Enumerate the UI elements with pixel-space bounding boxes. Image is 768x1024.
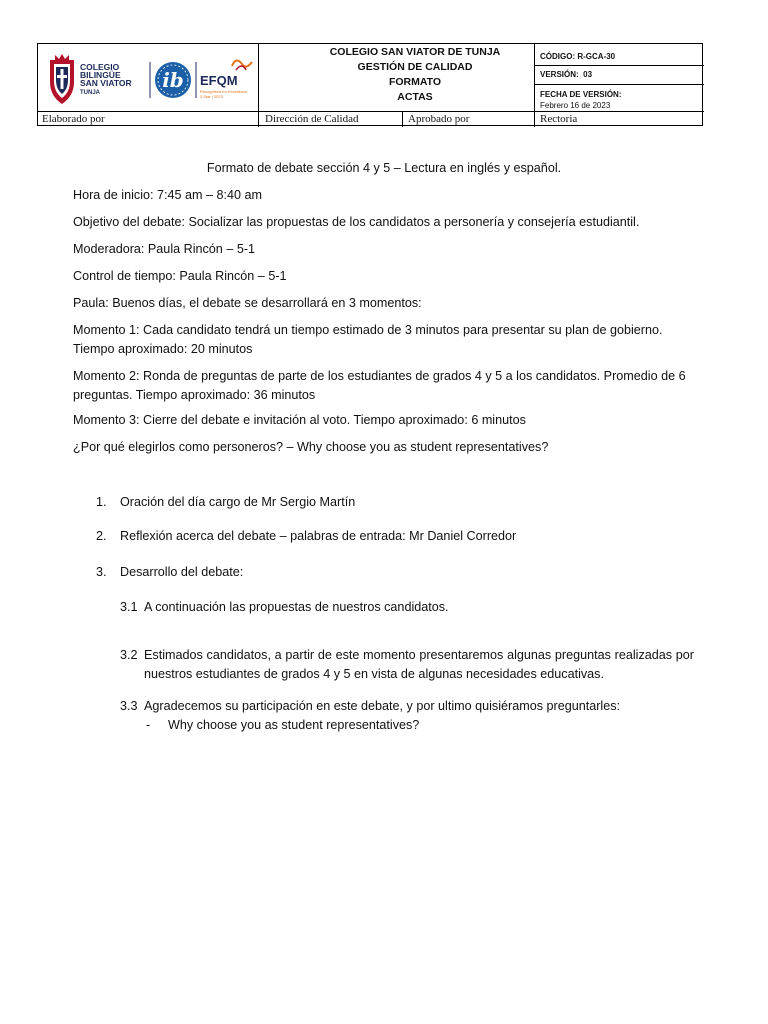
school-crest-logo bbox=[46, 52, 258, 108]
prepared-by: Elaborado por bbox=[42, 113, 105, 125]
header-title-block bbox=[259, 45, 571, 105]
bullet-item: Why choose you as student representatives? bbox=[168, 718, 420, 732]
date-label: FECHA DE VERSIÓN: bbox=[540, 90, 622, 99]
sublist-item-number: 3.3 bbox=[120, 699, 138, 713]
approved-by: Aprobado por bbox=[408, 113, 470, 125]
svg-text:TUNJA: TUNJA bbox=[80, 90, 101, 96]
version-label: VERSIÓN: bbox=[540, 70, 579, 79]
list-item-number: 1. bbox=[96, 495, 107, 509]
sublist-item-number: 3.1 bbox=[120, 600, 138, 614]
moment-1: Momento 1: Cada candidato tendrá un tiempo estimado de 3 minutos para presentar su plan de gobierno. Tiempo aproximado: 20 minutos bbox=[73, 323, 663, 356]
svg-text:EFQM: EFQM bbox=[200, 73, 238, 88]
code-value: R-GCA-30 bbox=[577, 52, 616, 61]
svg-text:BILINGÜE: BILINGÜE bbox=[80, 70, 121, 80]
list-item: Reflexión acerca del debate – palabras de entrada: Mr Daniel Corredor bbox=[120, 529, 517, 543]
time-control: Control de tiempo: Paula Rincón – 5-1 bbox=[73, 269, 287, 283]
quality-department: Dirección de Calidad bbox=[265, 113, 359, 125]
moment-3: Momento 3: Cierre del debate e invitación al voto. Tiempo aproximado: 6 minutos bbox=[73, 413, 526, 427]
system-name: GESTIÓN DE CALIDAD bbox=[357, 61, 473, 73]
document-title: Formato de debate sección 4 y 5 – Lectura en inglés y español. bbox=[206, 161, 562, 175]
svg-text:SAN VIATOR: SAN VIATOR bbox=[80, 78, 132, 88]
bullet-marker: - bbox=[146, 718, 151, 732]
document-type: ACTAS bbox=[397, 91, 433, 103]
document-header-table bbox=[37, 43, 703, 126]
list-item: Desarrollo del debate: bbox=[120, 565, 244, 579]
school-name: COLEGIO SAN VIATOR DE TUNJA bbox=[329, 46, 501, 58]
list-item: Oración del día cargo de Mr Sergio Martín bbox=[120, 495, 356, 509]
date-value: Febrero 16 de 2023 bbox=[540, 101, 611, 110]
logo-strip bbox=[46, 52, 258, 108]
format-label: FORMATO bbox=[388, 76, 442, 88]
svg-text:ib: ib bbox=[162, 68, 184, 92]
moment-2: Momento 2: Ronda de preguntas de parte de los estudiantes de grados 4 y 5 a los candidatos. Promedio de 6 preguntas. Tiempo aproximado: 36 minutos bbox=[73, 369, 686, 402]
sublist-item: Estimados candidatos, a partir de este momento presentaremos algunas preguntas realizadas por nuestros estudiantes de grados 4 y 5 en vista de algunas necesidades educativas. bbox=[144, 648, 694, 681]
code-field bbox=[540, 52, 615, 61]
closing-question: ¿Por qué elegirlos como personeros? – Why choose you as student representatives? bbox=[73, 440, 549, 454]
debate-objective: Objetivo del debate: Socializar las propuestas de los candidatos a personería y consejería estudiantil. bbox=[73, 215, 640, 229]
header-divider bbox=[402, 111, 403, 127]
moderator: Moderadora: Paula Rincón – 5-1 bbox=[73, 242, 256, 256]
code-label: CÓDIGO: bbox=[540, 52, 576, 61]
list-item-number: 2. bbox=[96, 529, 107, 543]
version-value: 03 bbox=[583, 70, 593, 79]
header-rule bbox=[38, 111, 704, 112]
svg-text:COLEGIO: COLEGIO bbox=[80, 62, 120, 72]
version-field bbox=[540, 70, 592, 79]
opening-line: Paula: Buenos días, el debate se desarrollará en 3 momentos: bbox=[73, 296, 422, 310]
start-time: Hora de inicio: 7:45 am – 8:40 am bbox=[73, 188, 263, 202]
sublist-item-number: 3.2 bbox=[120, 648, 138, 662]
svg-text:Recognised for Excellence: Recognised for Excellence bbox=[200, 89, 248, 94]
sublist-item: A continuación las propuestas de nuestros candidatos. bbox=[144, 600, 449, 614]
list-item-number: 3. bbox=[96, 565, 107, 579]
svg-text:3 Star | 2023: 3 Star | 2023 bbox=[200, 94, 223, 99]
sublist-item: Agradecemos su participación en este debate, y por ultimo quisiéramos preguntarles: bbox=[144, 699, 621, 713]
rectory: Rectoria bbox=[540, 113, 578, 125]
